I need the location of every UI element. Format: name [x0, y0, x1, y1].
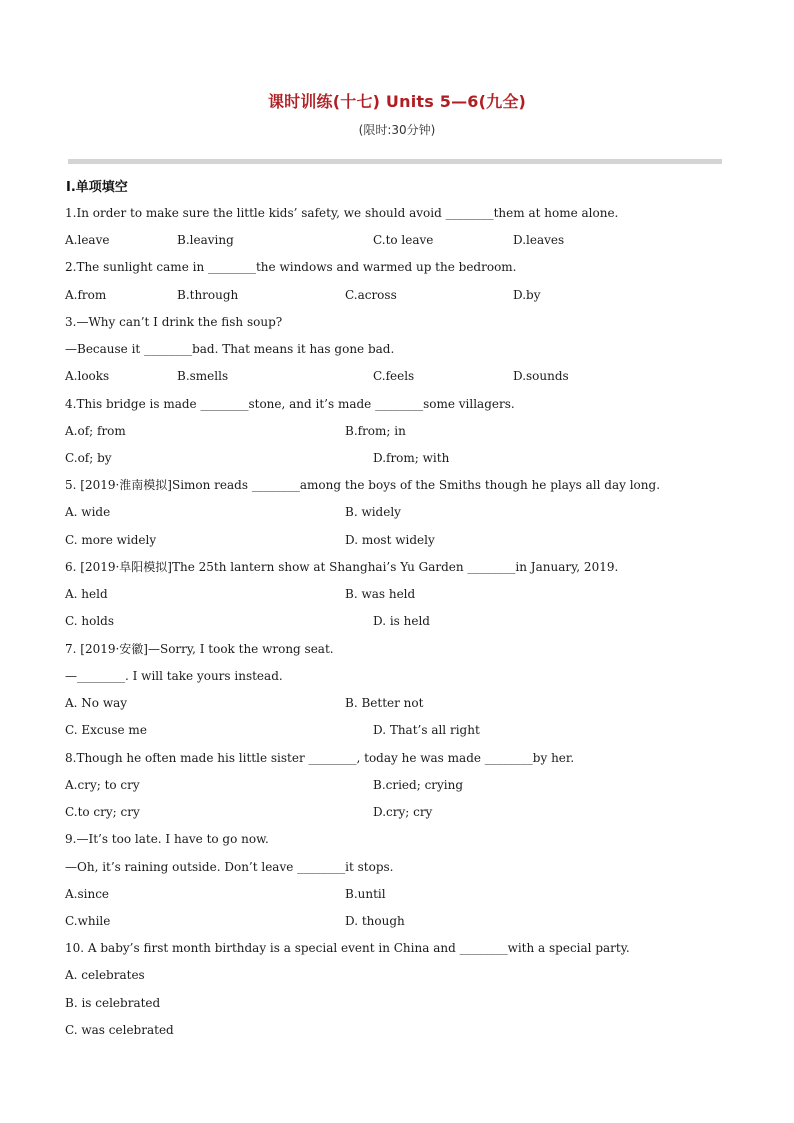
question-2-stem: 2.The sunlight came in ________the windows and warmed up the bedroom.	[65, 260, 517, 274]
q10-option-a: A. celebrates	[65, 968, 145, 982]
q2-option-c: C.across	[345, 288, 397, 302]
q4-option-a: A.of; from	[65, 424, 126, 438]
time-limit: (限时:30分钟)	[358, 123, 436, 137]
q5-option-b: B. widely	[345, 505, 401, 519]
q4-option-d: D.from; with	[373, 451, 450, 465]
q8-option-d: D.cry; cry	[373, 805, 433, 819]
q3-option-a: A.looks	[65, 369, 110, 383]
q3-option-d: D.sounds	[513, 369, 569, 383]
q9-option-b: B.until	[345, 887, 386, 901]
question-3-stem: 3.—Why can’t I drink the fish soup?	[65, 315, 283, 329]
question-7-reply: —________. I will take yours instead.	[65, 669, 283, 683]
q5-option-d: D. most widely	[345, 533, 435, 547]
question-6-stem: 6. [2019·阜阳模拟]The 25th lantern show at Shanghai’s Yu Garden ________in January, 2019.	[65, 560, 619, 574]
q7-option-d: D. That’s all right	[373, 723, 480, 737]
q5-option-a: A. wide	[65, 505, 111, 519]
question-1-stem: 1.In order to make sure the little kids’ safety, we should avoid ________them at home alone.	[65, 206, 619, 220]
q3-option-b: B.smells	[177, 369, 229, 383]
question-5-stem: 5. [2019·淮南模拟]Simon reads ________among the boys of the Smiths though he plays all day long.	[65, 478, 661, 492]
section-heading: Ⅰ.单项填空	[66, 180, 128, 195]
q4-option-b: B.from; in	[345, 424, 406, 438]
q6-option-b: B. was held	[345, 587, 416, 601]
q7-option-b: B. Better not	[345, 696, 424, 710]
q1-option-c: C.to leave	[373, 233, 434, 247]
question-7-stem: 7. [2019·安徽]—Sorry, I took the wrong seat.	[65, 642, 334, 656]
question-9-stem: 9.—It’s too late. I have to go now.	[65, 832, 269, 846]
q6-option-d: D. is held	[373, 614, 430, 628]
q1-option-a: A.leave	[65, 233, 110, 247]
q9-option-a: A.since	[65, 887, 110, 901]
q8-option-a: A.cry; to cry	[65, 778, 140, 792]
question-8-stem: 8.Though he often made his little sister ________, today he was made ________by her.	[65, 751, 575, 765]
q10-option-c: C. was celebrated	[65, 1023, 174, 1037]
q2-option-b: B.through	[177, 288, 239, 302]
q7-option-c: C. Excuse me	[65, 723, 147, 737]
question-4-stem: 4.This bridge is made ________stone, and it’s made ________some villagers.	[65, 397, 515, 411]
q9-option-c: C.while	[65, 914, 111, 928]
q8-option-c: C.to cry; cry	[65, 805, 140, 819]
question-3-reply: —Because it ________bad. That means it has gone bad.	[65, 342, 395, 356]
q3-option-c: C.feels	[373, 369, 415, 383]
q1-option-b: B.leaving	[177, 233, 234, 247]
question-9-reply: —Oh, it’s raining outside. Don’t leave ________it stops.	[65, 860, 394, 874]
divider	[68, 159, 722, 164]
q7-option-a: A. No way	[65, 696, 128, 710]
q9-option-d: D. though	[345, 914, 405, 928]
q6-option-c: C. holds	[65, 614, 115, 628]
q6-option-a: A. held	[65, 587, 108, 601]
q5-option-c: C. more widely	[65, 533, 157, 547]
q2-option-a: A.from	[65, 288, 107, 302]
q10-option-b: B. is celebrated	[65, 996, 161, 1010]
q2-option-d: D.by	[513, 288, 541, 302]
q4-option-c: C.of; by	[65, 451, 112, 465]
q8-option-b: B.cried; crying	[373, 778, 464, 792]
q1-option-d: D.leaves	[513, 233, 565, 247]
page-title: 课时训练(十七) Units 5—6(九全)	[267, 92, 527, 111]
question-10-stem: 10. A baby’s first month birthday is a special event in China and ________with a special party.	[65, 941, 630, 955]
